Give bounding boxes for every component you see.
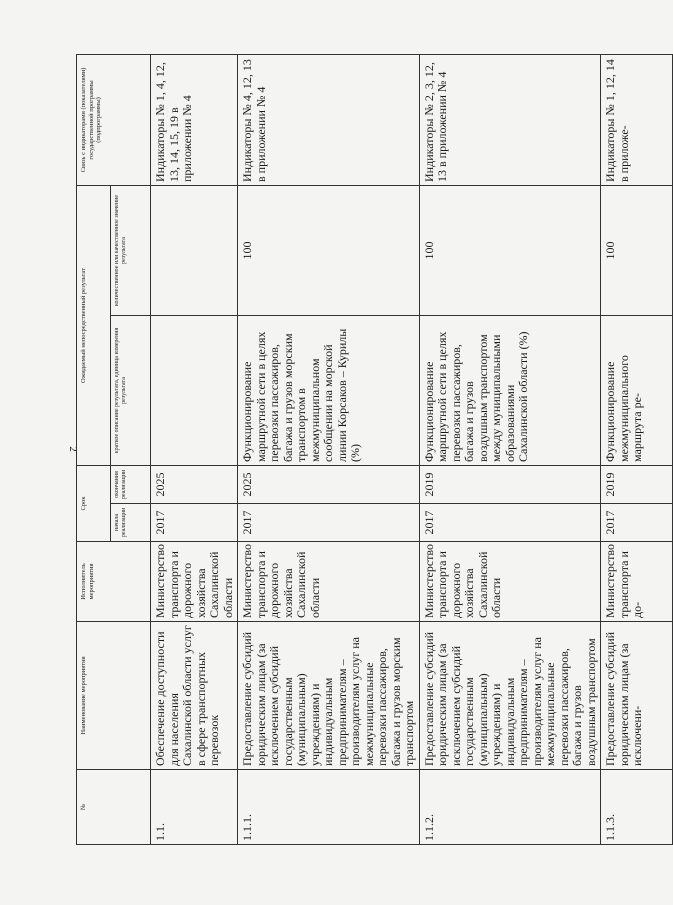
row-executor: Министерство транспорта и дорожного хозяйства Сахалинской области (419, 542, 601, 622)
row-num: 1.1.3. (601, 770, 673, 845)
table-row (601, 55, 673, 845)
row-start: 2017 (419, 504, 601, 542)
header-name: Наименование мероприятия (77, 622, 151, 770)
row-link: Индикаторы № 1, 4, 12, 13, 14, 15, 19 в приложении № 4 (151, 55, 238, 186)
row-num: 1.1. (151, 770, 238, 845)
header-term-start: начала реализации (111, 504, 151, 542)
row-result-value: 100 (601, 186, 673, 316)
row-name: Предоставление субсидий юридическим лицам (за исключени- (601, 622, 673, 770)
header-term-end: окончания реализации (111, 466, 151, 504)
header-result-desc: краткое описание результата, единица измерения результата (111, 316, 151, 466)
table-row (419, 55, 601, 845)
row-result-desc: Функционирование маршрутной сети в целях перевозки пассажиров, багажа и грузов морским транспортом в межмуниципальном сообщении на морской линии Корсаков – Курилы (%) (238, 316, 420, 466)
row-link: Индикаторы № 1, 12, 14 в приложе- (601, 55, 673, 186)
row-name: Предоставление субсидий юридическим лицам (за исключением субсидий государственным (муниципальным) учреждениям) и индивидуальным предпринимателям – производителям услуг на межмуниципальные перевозки пассажиров, багажа и грузов воздушным транспортом (419, 622, 601, 770)
row-result-desc (151, 316, 238, 466)
row-end: 2019 (419, 466, 601, 504)
row-end: 2025 (151, 466, 238, 504)
row-result-value: 100 (419, 186, 601, 316)
page-number: 2 (66, 446, 79, 452)
activities-table (76, 54, 673, 845)
row-result-value: 100 (238, 186, 420, 316)
header-result-value: количественное или качественное значение результата (111, 186, 151, 316)
table-row (238, 55, 420, 845)
row-link: Индикаторы № 2, 3, 12, 13 в приложении № 4 (419, 55, 601, 186)
row-name: Предоставление субсидий юридическим лицам (за исключением субсидий государственным (муниципальным) учреждениям) и индивидуальным предпринимателям – производителям услуг на межмуниципальные перевозки пассажиров, багажа и грузов морским транспортом (238, 622, 420, 770)
row-executor: Министерство транспорта и дорожного хозяйства Сахалинской области (238, 542, 420, 622)
row-num: 1.1.1. (238, 770, 420, 845)
row-end: 2025 (238, 466, 420, 504)
header-result: Ожидаемый непосредственный результат (77, 186, 111, 466)
row-start: 2017 (601, 504, 673, 542)
rotated-table-container (76, 55, 644, 845)
row-end: 2019 (601, 466, 673, 504)
row-num: 1.1.2. (419, 770, 601, 845)
row-name: Обеспечение доступности для населения Сахалинской области услуг в сфере транспортных перевозок (151, 622, 238, 770)
row-start: 2017 (238, 504, 420, 542)
row-start: 2017 (151, 504, 238, 542)
row-result-desc: Функционирование маршрутной сети в целях перевозки пассажиров, багажа и грузов воздушным транспортом между муниципальными образованиями Сахалинской области (%) (419, 316, 601, 466)
row-result-desc: Функционирование межмуниципального маршрута ре- (601, 316, 673, 466)
header-term: Срок (77, 466, 111, 542)
row-link: Индикаторы № 4, 12, 13 в приложении № 4 (238, 55, 420, 186)
row-executor: Министерство транспорта и дорожного хозяйства Сахалинской области (151, 542, 238, 622)
row-executor: Министерство транспорта и до- (601, 542, 673, 622)
table-row (151, 55, 238, 845)
header-num: № (77, 770, 151, 845)
row-result-value (151, 186, 238, 316)
header-link: Связь с индикаторами (показателями) государственной программы (подпрограммы) (77, 55, 151, 186)
header-executor: Исполнитель мероприятия (77, 542, 151, 622)
